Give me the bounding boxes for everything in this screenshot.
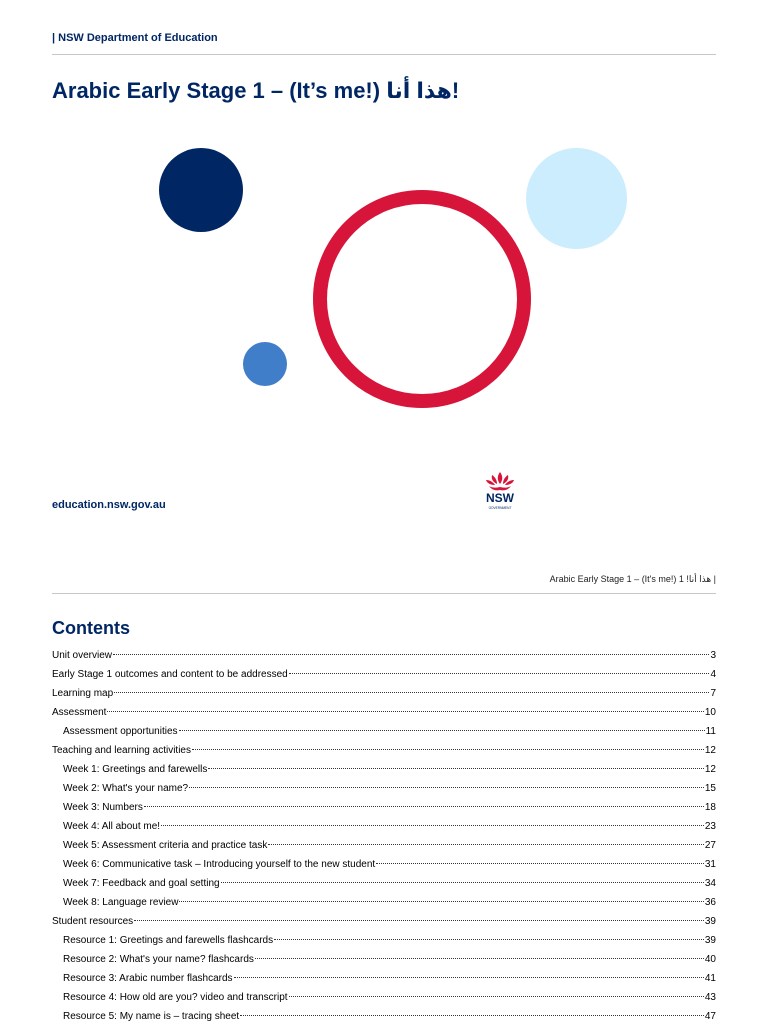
page-divider (52, 593, 716, 594)
decorative-red-ring (313, 190, 531, 408)
toc-entry-title[interactable]: Learning map (52, 688, 114, 699)
decorative-blue-circle (243, 342, 287, 386)
toc-entry-title[interactable]: Week 6: Communicative task – Introducing yourself to the new student (63, 859, 376, 870)
toc-entry-page[interactable]: 7 (710, 688, 716, 699)
toc-entry[interactable] (52, 722, 716, 741)
toc-entry-title[interactable]: Early Stage 1 outcomes and content to be addressed (52, 669, 288, 680)
toc-dot-leader (179, 901, 703, 902)
document-title: Arabic Early Stage 1 – (It’s me!) هذا أنا! (52, 78, 460, 103)
toc-dot-leader (221, 882, 704, 883)
toc-dot-leader (234, 977, 704, 978)
toc-entry-title[interactable]: Unit overview (52, 650, 113, 661)
website-link[interactable]: education.nsw.gov.au (52, 499, 166, 511)
toc-entry[interactable] (52, 931, 716, 950)
toc-entry-page[interactable]: 39 (704, 935, 716, 946)
toc-entry-title[interactable]: Week 5: Assessment criteria and practice task (63, 840, 268, 851)
toc-entry-page[interactable]: 12 (704, 764, 716, 775)
toc-entry[interactable] (52, 1007, 716, 1026)
toc-dot-leader (240, 1015, 704, 1016)
toc-entry[interactable] (52, 817, 716, 836)
toc-entry-title[interactable]: Resource 5: My name is – tracing sheet (63, 1011, 240, 1022)
toc-entry[interactable] (52, 988, 716, 1007)
toc-entry[interactable] (52, 665, 716, 684)
toc-entry[interactable] (52, 646, 716, 665)
toc-entry-page[interactable]: 15 (704, 783, 716, 794)
toc-entry[interactable] (52, 779, 716, 798)
toc-entry-title[interactable]: Week 8: Language review (63, 897, 179, 908)
toc-entry-page[interactable]: 34 (704, 878, 716, 889)
toc-entry-page[interactable]: 12 (704, 745, 716, 756)
toc-entry-page[interactable]: 41 (704, 973, 716, 984)
toc-entry-title[interactable]: Resource 2: What's your name? flashcards (63, 954, 254, 965)
toc-dot-leader (144, 806, 704, 807)
toc-entry[interactable] (52, 798, 716, 817)
decorative-navy-circle (159, 148, 243, 232)
toc-entry-title[interactable]: Week 3: Numbers (63, 802, 143, 813)
toc-entry[interactable] (52, 969, 716, 988)
table-of-contents (52, 646, 716, 1026)
toc-entry[interactable] (52, 741, 716, 760)
logo-subtext: GOVERNMENT (488, 506, 512, 510)
toc-entry-page[interactable]: 23 (704, 821, 716, 832)
toc-dot-leader (274, 939, 704, 940)
toc-entry-page[interactable]: 39 (704, 916, 716, 927)
toc-entry-page[interactable]: 47 (704, 1011, 716, 1022)
decorative-light-blue-circle (526, 148, 627, 249)
toc-dot-leader (161, 825, 704, 826)
toc-entry-title[interactable]: Assessment (52, 707, 107, 718)
toc-dot-leader (192, 749, 704, 750)
page-running-footer: Arabic Early Stage 1 – (It's me!) هذا أنا! 1 | (549, 574, 716, 584)
toc-entry[interactable] (52, 874, 716, 893)
toc-entry-page[interactable]: 27 (704, 840, 716, 851)
toc-entry-title[interactable]: Resource 4: How old are you? video and transcript (63, 992, 288, 1003)
header-divider (52, 54, 716, 55)
toc-entry-page[interactable]: 36 (704, 897, 716, 908)
toc-entry[interactable] (52, 760, 716, 779)
toc-dot-leader (113, 654, 709, 655)
toc-entry-title[interactable]: Resource 3: Arabic number flashcards (63, 973, 233, 984)
toc-entry-page[interactable]: 11 (705, 726, 716, 737)
toc-entry[interactable] (52, 950, 716, 969)
toc-entry[interactable] (52, 836, 716, 855)
toc-dot-leader (268, 844, 704, 845)
toc-dot-leader (376, 863, 704, 864)
toc-entry-page[interactable]: 3 (710, 650, 716, 661)
toc-entry[interactable] (52, 855, 716, 874)
nsw-government-logo (478, 470, 522, 512)
toc-entry-title[interactable]: Assessment opportunities (63, 726, 178, 737)
toc-dot-leader (208, 768, 704, 769)
toc-dot-leader (179, 730, 705, 731)
contents-heading: Contents (52, 618, 130, 638)
toc-entry[interactable] (52, 703, 716, 722)
toc-entry-page[interactable]: 43 (704, 992, 716, 1003)
toc-entry-title[interactable]: Week 4: All about me! (63, 821, 161, 832)
department-name: | NSW Department of Education (52, 32, 218, 44)
toc-dot-leader (114, 692, 709, 693)
toc-entry-title[interactable]: Week 7: Feedback and goal setting (63, 878, 220, 889)
toc-entry-title[interactable]: Week 2: What's your name? (63, 783, 189, 794)
toc-entry-title[interactable]: Teaching and learning activities (52, 745, 191, 756)
toc-dot-leader (289, 673, 710, 674)
toc-dot-leader (289, 996, 704, 997)
toc-entry-page[interactable]: 18 (704, 802, 716, 813)
toc-dot-leader (255, 958, 704, 959)
logo-wordmark: NSW (486, 491, 514, 505)
toc-dot-leader (189, 787, 704, 788)
toc-entry-title[interactable]: Week 1: Greetings and farewells (63, 764, 208, 775)
toc-dot-leader (134, 920, 704, 921)
toc-entry-page[interactable]: 10 (704, 707, 716, 718)
toc-entry[interactable] (52, 912, 716, 931)
toc-entry[interactable] (52, 893, 716, 912)
toc-entry-title[interactable]: Resource 1: Greetings and farewells flashcards (63, 935, 274, 946)
toc-entry-page[interactable]: 31 (704, 859, 716, 870)
toc-entry-page[interactable]: 40 (704, 954, 716, 965)
toc-entry-page[interactable]: 4 (710, 669, 716, 680)
waratah-icon (478, 470, 522, 512)
toc-entry[interactable] (52, 684, 716, 703)
toc-entry-title[interactable]: Student resources (52, 916, 134, 927)
toc-dot-leader (107, 711, 703, 712)
